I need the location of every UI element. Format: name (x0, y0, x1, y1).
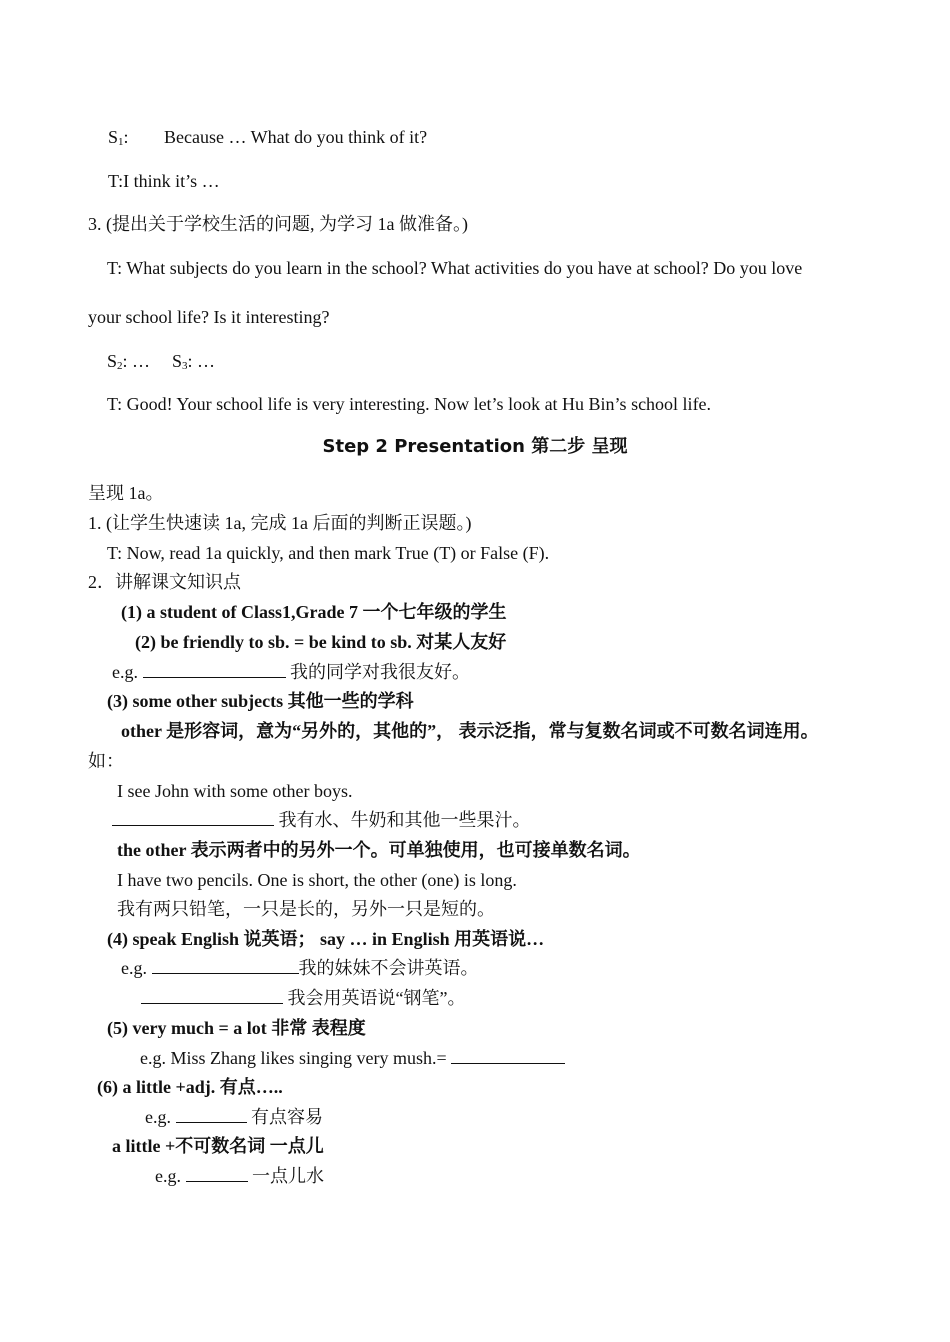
answer-blank[interactable] (143, 661, 286, 678)
point-3-note: other 是形容词，意为“另外的，其他的”， 表示泛指，常与复数名词或不可数名词连用。 (121, 721, 819, 741)
point-6-example (145, 1105, 323, 1129)
t3-line: T: Good! Your school life is very interesting. Now let’s look at Hu Bin’s school life. (107, 394, 712, 414)
eg-label: e.g. (155, 1166, 181, 1186)
point-2-example (112, 660, 470, 684)
point-2: (2) be friendly to sb. = be kind to sb. 对某人友好 (135, 632, 507, 652)
present-1a: 呈现 1a。 (88, 483, 164, 503)
s3-text: : … (187, 351, 216, 371)
point-4-example-2 (141, 986, 465, 1010)
t2-line-2: your school life? Is it interesting? (88, 307, 330, 327)
s1-speaker: S (108, 127, 119, 147)
eg-label: e.g. (112, 662, 138, 682)
example-text: 我会用英语说“钢笔”。 (287, 988, 466, 1008)
point-1: (1) a student of Class1,Grade 7 一个七年级的学生 (121, 602, 507, 622)
s1-colon: : (123, 127, 129, 147)
point-4-example-1 (121, 956, 479, 980)
step2-heading: Step 2 Presentation 第二步 呈现 (322, 436, 628, 457)
point-6: (6) a little +adj. 有点….. (97, 1077, 283, 1097)
t1-line: T:I think it’s … (108, 171, 220, 191)
example-text: 我有水、牛奶和其他一些果汁。 (278, 810, 531, 830)
item-3: 3. (提出关于学校生活的问题, 为学习 1a 做准备。) (88, 214, 468, 234)
answer-blank[interactable] (186, 1165, 248, 1182)
point-3-ru: 如： (88, 751, 124, 771)
example-text: 我的妹妹不会讲英语。 (298, 958, 479, 978)
answer-blank[interactable] (451, 1047, 565, 1064)
answer-blank[interactable] (112, 809, 274, 826)
point-3-example-3-cn: 我有两只铅笔，一只是长的，另外一只是短的。 (117, 899, 495, 919)
point-4: (4) speak English 说英语； say … in English 用英语说… (107, 929, 545, 949)
point-6-uncountable-example (155, 1164, 324, 1188)
point-3: (3) some other subjects 其他一些的学科 (107, 691, 414, 711)
s3-subscript: 3 (182, 360, 188, 372)
s3-speaker: S (172, 351, 183, 371)
item-1: 1. (让学生快速读 1a, 完成 1a 后面的判断正误题。) (88, 513, 472, 533)
point-5-example (140, 1046, 565, 1070)
point-5: (5) very much = a lot 非常 表程度 (107, 1018, 366, 1038)
item-1-instruction: T: Now, read 1a quickly, and then mark True (T) or False (F). (107, 543, 550, 563)
s2-s3-line (107, 349, 215, 378)
point-3-example-3: I have two pencils. One is short, the other (one) is long. (117, 870, 517, 890)
the-other-note: the other 表示两者中的另外一个。可单独使用，也可接单数名词。 (117, 840, 641, 860)
s1-line (108, 125, 129, 154)
s1-text: Because … What do you think of it? (164, 127, 428, 147)
example-text: 一点儿水 (252, 1166, 324, 1186)
example-text: e.g. Miss Zhang likes singing very mush.= (140, 1048, 447, 1068)
eg-label: e.g. (121, 958, 147, 978)
t2-line-1: T: What subjects do you learn in the school? What activities do you have at school? Do you love (107, 258, 803, 278)
example-text: 有点容易 (251, 1107, 323, 1127)
s2-speaker: S (107, 351, 118, 371)
point-6-uncountable: a little +不可数名词 一点儿 (112, 1136, 324, 1156)
s2-subscript: 2 (117, 360, 123, 372)
point-3-example-1: I see John with some other boys. (117, 781, 353, 801)
eg-label: e.g. (145, 1107, 171, 1127)
answer-blank[interactable] (152, 957, 299, 974)
point-3-example-2 (112, 808, 531, 832)
s1-subscript: 1 (118, 136, 124, 148)
s2-text: : … (122, 351, 151, 371)
example-text: 我的同学对我很友好。 (290, 662, 470, 682)
item-2: 2．讲解课文知识点 (88, 572, 241, 592)
answer-blank[interactable] (141, 987, 283, 1004)
answer-blank[interactable] (176, 1106, 247, 1123)
